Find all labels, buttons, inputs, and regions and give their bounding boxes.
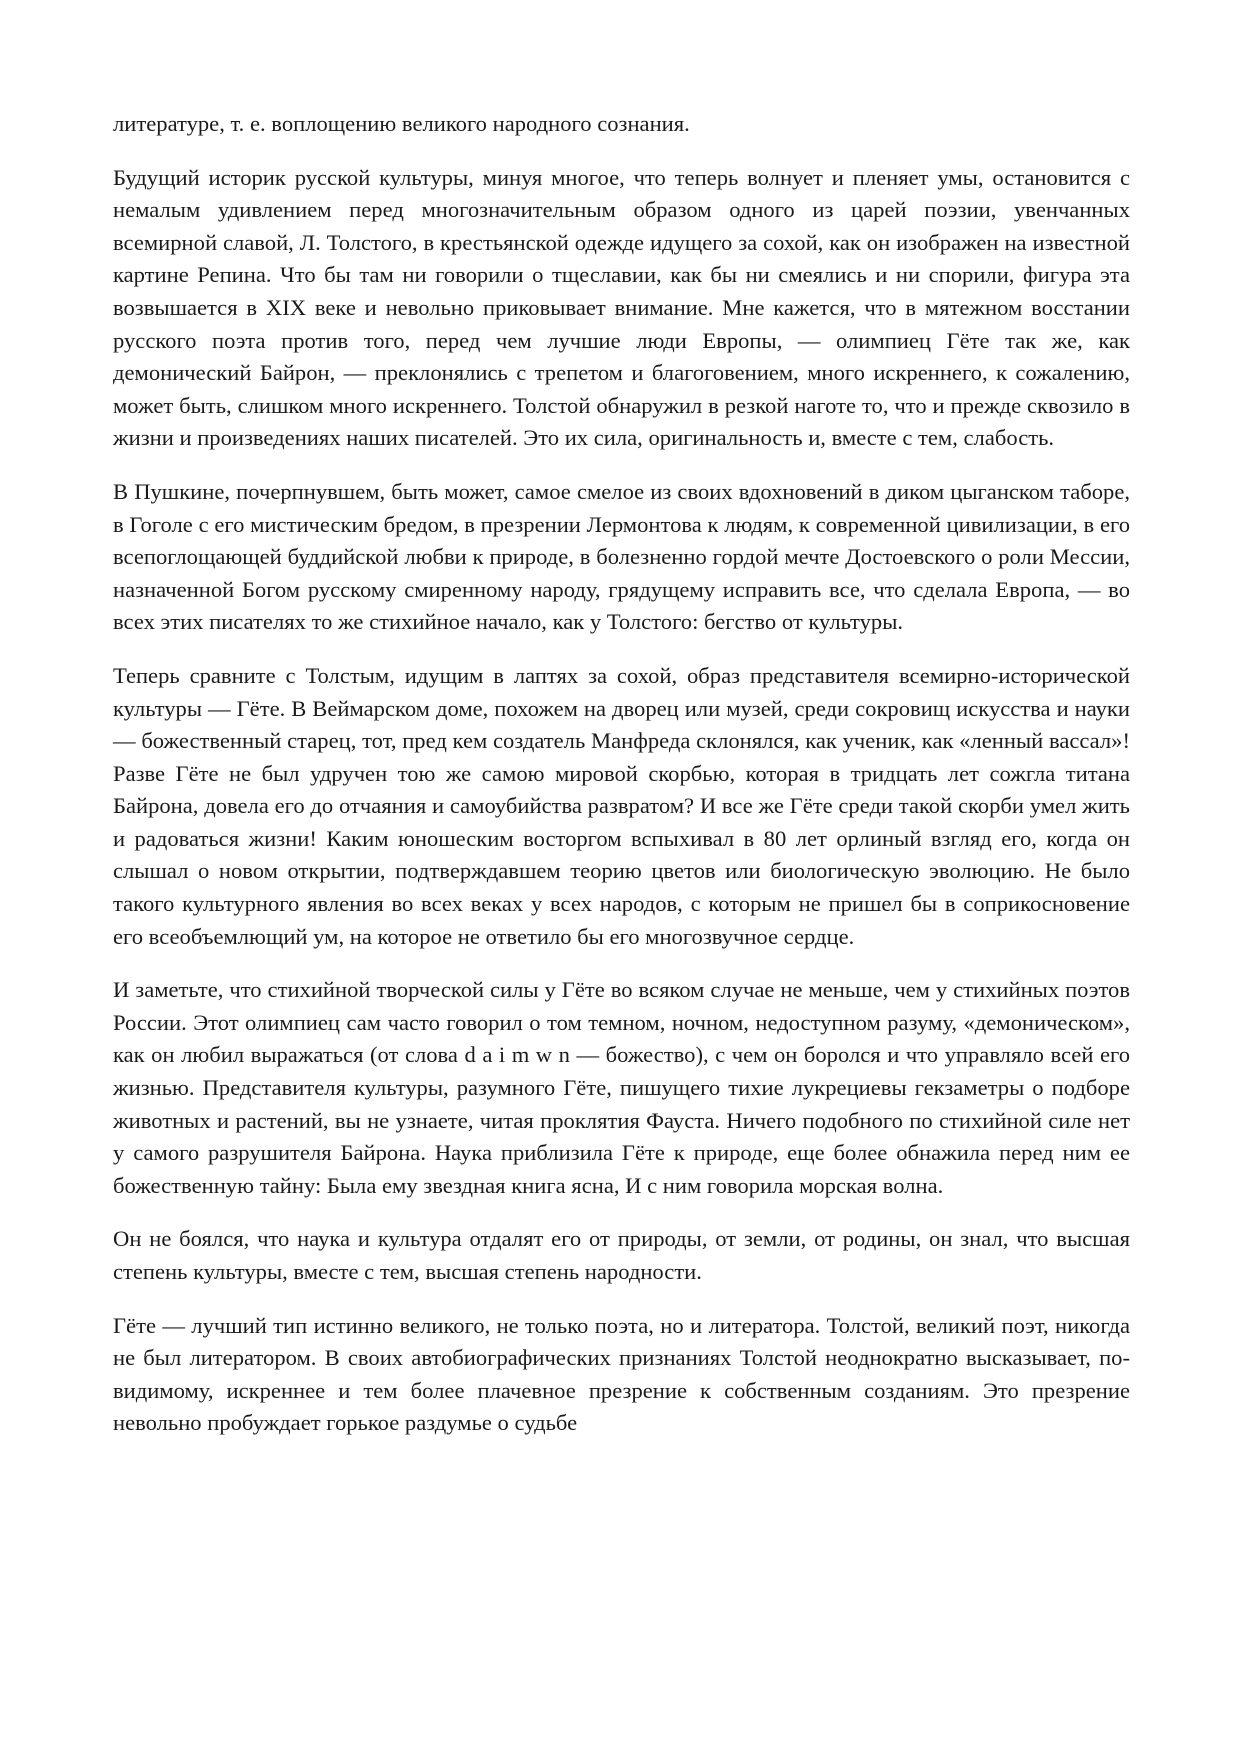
paragraph: В Пушкине, почерпнувшем, быть может, самое смелое из своих вдохновений в диком цыганском таборе, в Гоголе с его мистическим бредом, в презрении Лермонтова к людям, к современной цивилизации, в его всепоглощающей буддийской любви к природе, в болезненно гордой мечте Достоевского о роли Мессии, назначенной Богом русскому смиренному народу, грядущему исправить все, что сделала Европа, — во всех этих писателях то же стихийное начало, как у Толстого: бегство от культуры.: [113, 478, 1130, 635]
paragraph: Будущий историк русской культуры, минуя многое, что теперь волнует и пленяет умы, остановится с немалым удивлением перед многозначительным образом одного из царей поэзии, увенчанных всемирной славой, Л. Толстого, в крестьянской одежде идущего за сохой, как он изображен на известной картине Репина. Что бы там ни говорили о тщеславии, как бы ни смеялись и ни спорили, фигура эта возвышается в XIX веке и невольно приковывает внимание. Мне кажется, что в мятежном восстании русского поэта против того, перед чем лучшие люди Европы, — олимпиец Гёте так же, как демонический Байрон, — преклонялись с трепетом и благоговением, много искреннего, к сожалению, может быть, слишком много искреннего. Толстой обнаружил в резкой наготе то, что и прежде сквозило в жизни и произведениях наших писателей. Это их сила, оригинальность и, вместе с тем, слабость.: [113, 164, 1130, 451]
paragraph: Он не боялся, что наука и культура отдалят его от природы, от земли, от родины, он знал, что высшая степень культуры, вместе с тем, высшая степень народности.: [113, 1226, 1130, 1284]
paragraph: Гёте — лучший тип истинно великого, не только поэта, но и литератора. Толстой, великий поэт, никогда не был литератором. В своих автобиографических признаниях Толстой неоднократно высказывает, по-видимому, искреннее и тем более плачевное презрение к собственным созданиям. Это презрение невольно пробуждает горькое раздумье о судьбе: [113, 1312, 1130, 1436]
document-page: [113, 108, 1130, 1440]
paragraph: И заметьте, что стихийной творческой силы у Гёте во всяком случае не меньше, чем у стихийных поэтов России. Этот олимпиец сам часто говорил о том темном, ночном, недоступном разуму, «демоническом», как он любил выражаться (от слова d a i m w n — божество), с чем он боролся и что управляло всей его жизнью. Представителя культуры, разумного Гёте, пишущего тихие лукрециевы гекзаметры о подборе животных и растений, вы не узнаете, читая проклятия Фауста. Ничего подобного по стихийной силе нет у самого разрушителя Байрона. Наука приблизила Гёте к природе, еще более обнажила перед ним ее божественную тайну: Была ему звездная книга ясна, И с ним говорила морская волна.: [113, 977, 1130, 1198]
paragraph: литературе, т. е. воплощению великого народного сознания.: [113, 111, 690, 136]
paragraph: Теперь сравните с Толстым, идущим в лаптях за сохой, образ представителя всемирно-исторической культуры — Гёте. В Веймарском доме, похожем на дворец или музей, среди сокровищ искусства и науки — божественный старец, тот, пред кем создатель Манфреда склонялся, как ученик, как «ленный вассал»! Разве Гёте не был удручен тою же самою мировой скорбью, которая в тридцать лет сожгла титана Байрона, довела его до отчаяния и самоубийства развратом? И все же Гёте среди такой скорби умел жить и радоваться жизни! Каким юношеским восторгом вспыхивал в 80 лет орлиный взгляд его, когда он слышал о новом открытии, подтверждавшем теорию цветов или биологическую эволюцию. Не было такого культурного явления во всех веках у всех народов, с которым не пришел бы в соприкосновение его всеобъемлющий ум, на которое не ответило бы его многозвучное сердце.: [113, 662, 1130, 949]
